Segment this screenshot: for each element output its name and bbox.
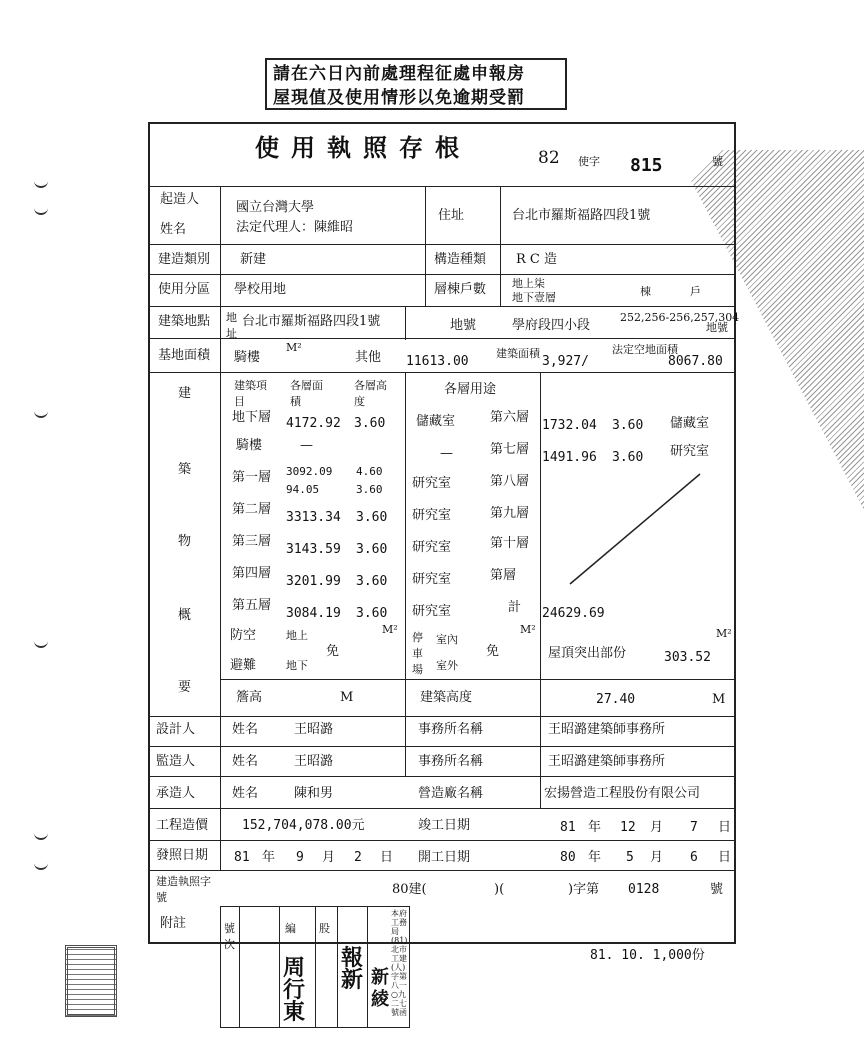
permit-mid: )( xyxy=(494,882,505,897)
hand-col1: 號次 xyxy=(224,922,235,951)
official-seal xyxy=(65,945,117,1017)
floor-name: 第二層 xyxy=(232,502,272,517)
permit-label: 建造執照字號 xyxy=(156,875,211,904)
summary-label-3: 物 xyxy=(178,534,192,549)
contractor-firm: 宏揚營造工程股份有限公司 xyxy=(544,786,701,801)
floor-use: 儲藏室 xyxy=(416,414,456,429)
floor-area: 4172.92 xyxy=(286,416,341,431)
build-area: 3,927/ xyxy=(542,354,589,369)
completion-year-unit: 年 xyxy=(588,820,602,835)
summary-label-2: 築 xyxy=(178,462,192,477)
shelter-unit: M² xyxy=(382,623,398,636)
binder-mark xyxy=(34,178,48,188)
reminder-line-2: 屋現值及使用情形以免逾期受罰 xyxy=(273,88,525,108)
completion-month: 12 xyxy=(620,820,636,835)
floor-area: 3143.59 xyxy=(286,542,341,557)
site-area-label: 基地面積 xyxy=(158,348,211,363)
form-title: 使用執照存根 xyxy=(255,133,471,162)
supervisor-office: 王昭潞建築師事務所 xyxy=(548,754,666,769)
applicant-name-label: 姓名 xyxy=(160,222,187,237)
use-zone-label: 使用分區 xyxy=(158,282,211,297)
floor-height: 3.60 xyxy=(612,418,644,433)
parking-unit: M² xyxy=(520,623,536,636)
summary-label-4: 概 xyxy=(178,608,192,623)
floor-area: 3092.09 xyxy=(286,465,333,478)
dong-label: 棟 xyxy=(640,285,651,298)
floor-height: 4.60 xyxy=(356,465,383,478)
other-area: 11613.00 xyxy=(406,354,469,369)
floor-height: 3.60 xyxy=(354,416,386,431)
legal-area-label: 法定空地面積 xyxy=(612,343,678,356)
floor-name: 第四層 xyxy=(232,566,272,581)
applicant-name: 國立台灣大學 xyxy=(236,200,315,215)
contractor-name: 陳和男 xyxy=(294,786,334,801)
floor-name: 第五層 xyxy=(232,598,272,613)
supervisor-office-label: 事務所名稱 xyxy=(418,754,484,769)
floor-height: 3.60 xyxy=(356,510,388,525)
applicant-rep: 法定代理人：陳維昭 xyxy=(236,220,354,235)
floor-height: 3.60 xyxy=(356,574,388,589)
binder-mark xyxy=(34,205,48,215)
hand-text-1: 周行東 xyxy=(283,955,306,1025)
shelter-label-1: 防空 xyxy=(230,628,257,643)
contractor-name-label: 姓名 xyxy=(232,786,259,801)
issue-year-unit: 年 xyxy=(262,850,276,865)
parking-outdoor: 室外 xyxy=(436,659,458,672)
site-addr-label: 地址 xyxy=(226,311,237,340)
issue-day: 2 xyxy=(354,850,362,865)
parking-indoor: 室內 xyxy=(436,633,458,646)
strike-line xyxy=(550,464,710,594)
hand-col3: 股 xyxy=(319,922,330,935)
structure-label: 構造種類 xyxy=(434,252,487,267)
hand-text-3: 報新 xyxy=(341,945,364,993)
binder-mark xyxy=(34,408,48,418)
floor-height: 3.60 xyxy=(612,450,644,465)
lot-label: 地號 xyxy=(450,318,477,333)
designer-label: 設計人 xyxy=(156,722,196,737)
designer-name: 王昭潞 xyxy=(294,722,334,737)
print-note: 81. 10. 1,000份 xyxy=(590,948,705,963)
doc-word: 使字 xyxy=(578,155,600,168)
arcade-unit: M² xyxy=(286,341,302,354)
lot-numbers: 252,256-256,257,304 xyxy=(620,311,740,324)
legal-area: 8067.80 xyxy=(668,354,723,369)
floor-name: 騎樓 xyxy=(236,438,263,453)
completion-day-unit: 日 xyxy=(718,820,732,835)
floor-name: 第八層 xyxy=(490,474,530,489)
lot-suffix: 地號 xyxy=(706,321,728,334)
contractor-firm-label: 營造廠名稱 xyxy=(418,786,484,801)
eaves-label: 簷高 xyxy=(236,690,263,705)
floor-name: 第十層 xyxy=(490,536,530,551)
supervisor-name: 王昭潞 xyxy=(294,754,334,769)
shelter-above: 地上 xyxy=(286,629,308,642)
floor-height-2: 3.60 xyxy=(356,483,383,496)
start-day: 6 xyxy=(690,850,698,865)
floor-area: — xyxy=(300,438,313,453)
issue-month-unit: 月 xyxy=(322,850,336,865)
start-year-unit: 年 xyxy=(588,850,602,865)
arcade-label: 騎樓 xyxy=(234,350,261,365)
binder-mark xyxy=(34,638,48,648)
issue-label: 發照日期 xyxy=(156,848,209,863)
other-label: 其他 xyxy=(355,350,382,365)
floors-below: 地下壹層 xyxy=(512,291,556,304)
designer-office: 王昭潞建築師事務所 xyxy=(548,722,666,737)
shelter-below: 地下 xyxy=(286,659,308,672)
issue-year: 81 xyxy=(234,850,250,865)
floors-label: 層棟戶數 xyxy=(434,282,487,297)
start-year: 80 xyxy=(560,850,576,865)
binder-mark xyxy=(34,830,48,840)
summary-label-1: 建 xyxy=(178,386,192,401)
reminder-stamp xyxy=(265,58,567,110)
floor-item-header: 建築項目 xyxy=(234,379,267,408)
floor-use: 研究室 xyxy=(412,572,452,587)
floor-name: 地下層 xyxy=(232,410,272,425)
binder-mark xyxy=(34,860,48,870)
floor-area: 3084.19 xyxy=(286,606,341,621)
hand-text-2: 新綾 xyxy=(371,967,389,1010)
floor-height: 3.60 xyxy=(356,542,388,557)
build-type: 新建 xyxy=(240,252,267,267)
lot-section: 學府段四小段 xyxy=(512,318,591,333)
shelter-exempt: 免 xyxy=(326,644,340,659)
floor-use: — xyxy=(440,446,453,461)
hu-label: 戶 xyxy=(690,285,701,298)
parking-label: 停車場 xyxy=(412,631,423,676)
floor-use-header: 各層用途 xyxy=(444,382,497,397)
designer-name-label: 姓名 xyxy=(232,722,259,737)
floor-use: 研究室 xyxy=(670,444,710,459)
start-month-unit: 月 xyxy=(650,850,664,865)
structure: R C 造 xyxy=(516,252,557,267)
eaves-unit: M xyxy=(340,690,354,705)
summary-label-5: 要 xyxy=(178,680,192,695)
completion-day: 7 xyxy=(690,820,698,835)
build-type-label: 建造類別 xyxy=(158,252,211,267)
permit-suffix: )字第 xyxy=(568,882,600,897)
height-unit: M xyxy=(712,692,726,707)
floor-name: 第一層 xyxy=(232,470,272,485)
completion-year: 81 xyxy=(560,820,576,835)
floor-area: 3313.34 xyxy=(286,510,341,525)
floor-area: 1732.04 xyxy=(542,418,597,433)
floor-area-2: 94.05 xyxy=(286,483,320,496)
hand-side-note: 本府工務局(81)北市工建(人)字第八一○九二七號函 xyxy=(391,909,408,1017)
shelter-label-2: 避難 xyxy=(230,658,257,673)
floor-name: 第七層 xyxy=(490,442,530,457)
applicant-label: 起造人 xyxy=(160,192,200,207)
completion-label: 竣工日期 xyxy=(418,818,471,833)
floor-area-total: 24629.69 xyxy=(542,606,605,621)
floor-name: 第層 xyxy=(490,568,517,583)
floor-height: 3.60 xyxy=(356,606,388,621)
issue-day-unit: 日 xyxy=(380,850,394,865)
doc-number: 815 xyxy=(630,155,663,176)
permit-number: 0128 xyxy=(628,882,660,897)
floor-use: 儲藏室 xyxy=(670,416,710,431)
floor-area-header: 各層面積 xyxy=(290,379,323,408)
floor-use: 研究室 xyxy=(412,604,452,619)
floor-name: 計 xyxy=(508,600,522,615)
start-label: 開工日期 xyxy=(418,850,471,865)
site-address: 台北市羅斯福路四段1號 xyxy=(242,314,381,329)
roof-unit: M² xyxy=(716,627,732,640)
floors-above: 地上柒 xyxy=(512,277,545,290)
contractor-label: 承造人 xyxy=(156,786,196,801)
floor-use: 研究室 xyxy=(412,540,452,555)
site-label: 建築地點 xyxy=(158,314,211,329)
cost-label: 工程造價 xyxy=(156,818,209,833)
build-area-label: 建築面積 xyxy=(496,347,540,360)
designer-office-label: 事務所名稱 xyxy=(418,722,484,737)
height-value: 27.40 xyxy=(596,692,636,707)
floor-name: 第六層 xyxy=(490,410,530,425)
floor-height-header: 各層高度 xyxy=(354,379,387,408)
floor-area: 1491.96 xyxy=(542,450,597,465)
floor-name: 第九層 xyxy=(490,506,530,521)
supervisor-label: 監造人 xyxy=(156,754,196,769)
height-label: 建築高度 xyxy=(420,690,473,705)
completion-month-unit: 月 xyxy=(650,820,664,835)
issue-month: 9 xyxy=(296,850,304,865)
floor-name: 第三層 xyxy=(232,534,272,549)
floor-use: 研究室 xyxy=(412,508,452,523)
doc-suffix: 號 xyxy=(712,155,723,168)
floor-use: 研究室 xyxy=(412,476,452,491)
use-zone: 學校用地 xyxy=(234,282,287,297)
supervisor-name-label: 姓名 xyxy=(232,754,259,769)
hand-col2: 編 xyxy=(285,922,296,935)
roof-label: 屋頂突出部份 xyxy=(548,646,627,661)
parking-exempt: 免 xyxy=(486,644,500,659)
applicant-address: 台北市羅斯福路四段1號 xyxy=(512,208,651,223)
handwritten-box xyxy=(220,906,410,1028)
permit-hao: 號 xyxy=(710,882,724,897)
start-day-unit: 日 xyxy=(718,850,732,865)
reminder-line-1: 請在六日內前處理程征處申報房 xyxy=(273,64,525,84)
address-label: 住址 xyxy=(438,208,465,223)
permit-prefix: 80建( xyxy=(392,882,427,897)
floor-area: 3201.99 xyxy=(286,574,341,589)
cost-value: 152,704,078.00元 xyxy=(242,818,365,833)
roof-value: 303.52 xyxy=(664,650,711,665)
permit-form xyxy=(148,122,740,944)
doc-year: 82 xyxy=(538,148,560,168)
remark-label: 附註 xyxy=(160,916,187,931)
start-month: 5 xyxy=(626,850,634,865)
